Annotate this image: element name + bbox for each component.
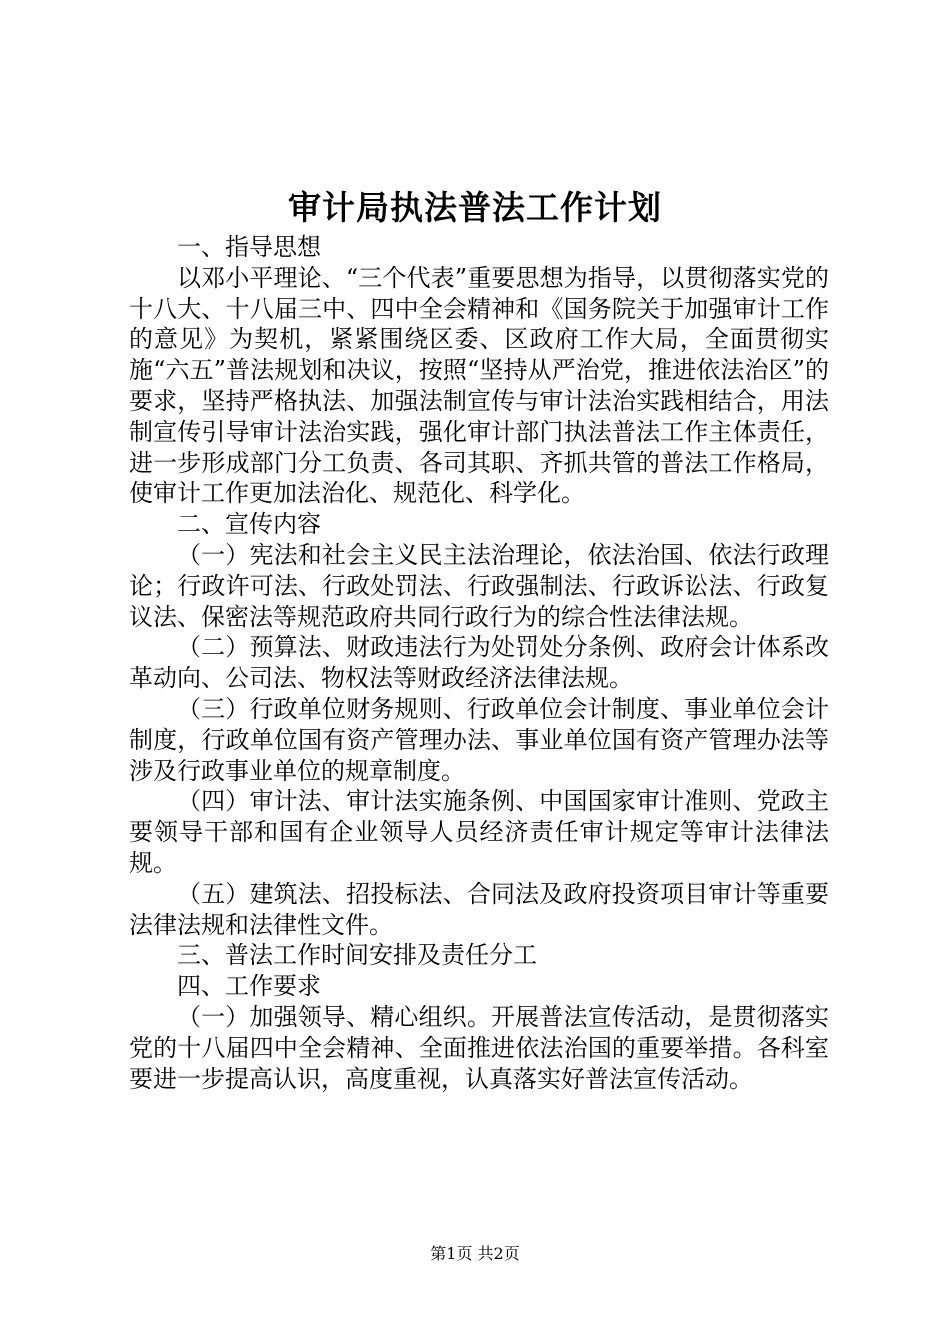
paragraph-content-item-1: （一）宪法和社会主义民主法治理论，依法治国、依法行政理论；行政许可法、行政处罚法、行政强制法、行政诉讼法、行政复议法、保密法等规范政府共同行政行为的综合性法律法规。 (129, 540, 829, 631)
paragraph-requirement-item-1: （一）加强领导、精心组织。开展普法宣传活动，是贯彻落实党的十八届四中全会精神、全面推进依法治国的重要举措。各科室要进一步提高认识，高度重视，认真落实好普法宣传活动。 (129, 1002, 829, 1093)
section-heading-schedule: 三、普法工作时间安排及责任分工 (177, 941, 537, 970)
document-title: 审计局执法普法工作计划 (288, 188, 662, 227)
section-heading-requirements: 四、工作要求 (177, 972, 321, 1001)
paragraph-content-item-3: （三）行政单位财务规则、行政单位会计制度、事业单位会计制度，行政单位国有资产管理办法、事业单位国有资产管理办法等涉及行政事业单位的规章制度。 (129, 694, 829, 785)
paragraph-content-item-5: （五）建筑法、招投标法、合同法及政府投资项目审计等重要法律法规和法律性文件。 (129, 879, 829, 939)
paragraph-content-item-2: （二）预算法、财政违法行为处罚处分条例、政府会计体系改革动向、公司法、物权法等财政经济法律法规。 (129, 633, 829, 693)
section-heading-guiding-ideology: 一、指导思想 (177, 233, 321, 261)
page-footer: 第1页 共2页 (430, 1244, 520, 1263)
paragraph-guiding-ideology: 以邓小平理论、“三个代表”重要思想为指导，以贯彻落实党的十八大、十八届三中、四中全会精神和《国务院关于加强审计工作的意见》为契机，紧紧围绕区委、区政府工作大局，全面贯彻实施“六五”普法规划和决议，按照“坚持从严治党，推进依法治区”的要求，坚持严格执法、加强法制宣传与审计法治实践相结合，用法制宣传引导审计法治实践，强化审计部门执法普法工作主体责任，进一步形成部门分工负责、各司其职、齐抓共管的普法工作格局，使审计工作更加法治化、规范化、科学化。 (129, 263, 829, 508)
document-body (129, 232, 829, 1094)
section-heading-publicity-content: 二、宣传内容 (177, 510, 321, 539)
paragraph-content-item-4: （四）审计法、审计法实施条例、中国国家审计准则、党政主要领导干部和国有企业领导人员经济责任审计规定等审计法律法规。 (129, 787, 829, 877)
